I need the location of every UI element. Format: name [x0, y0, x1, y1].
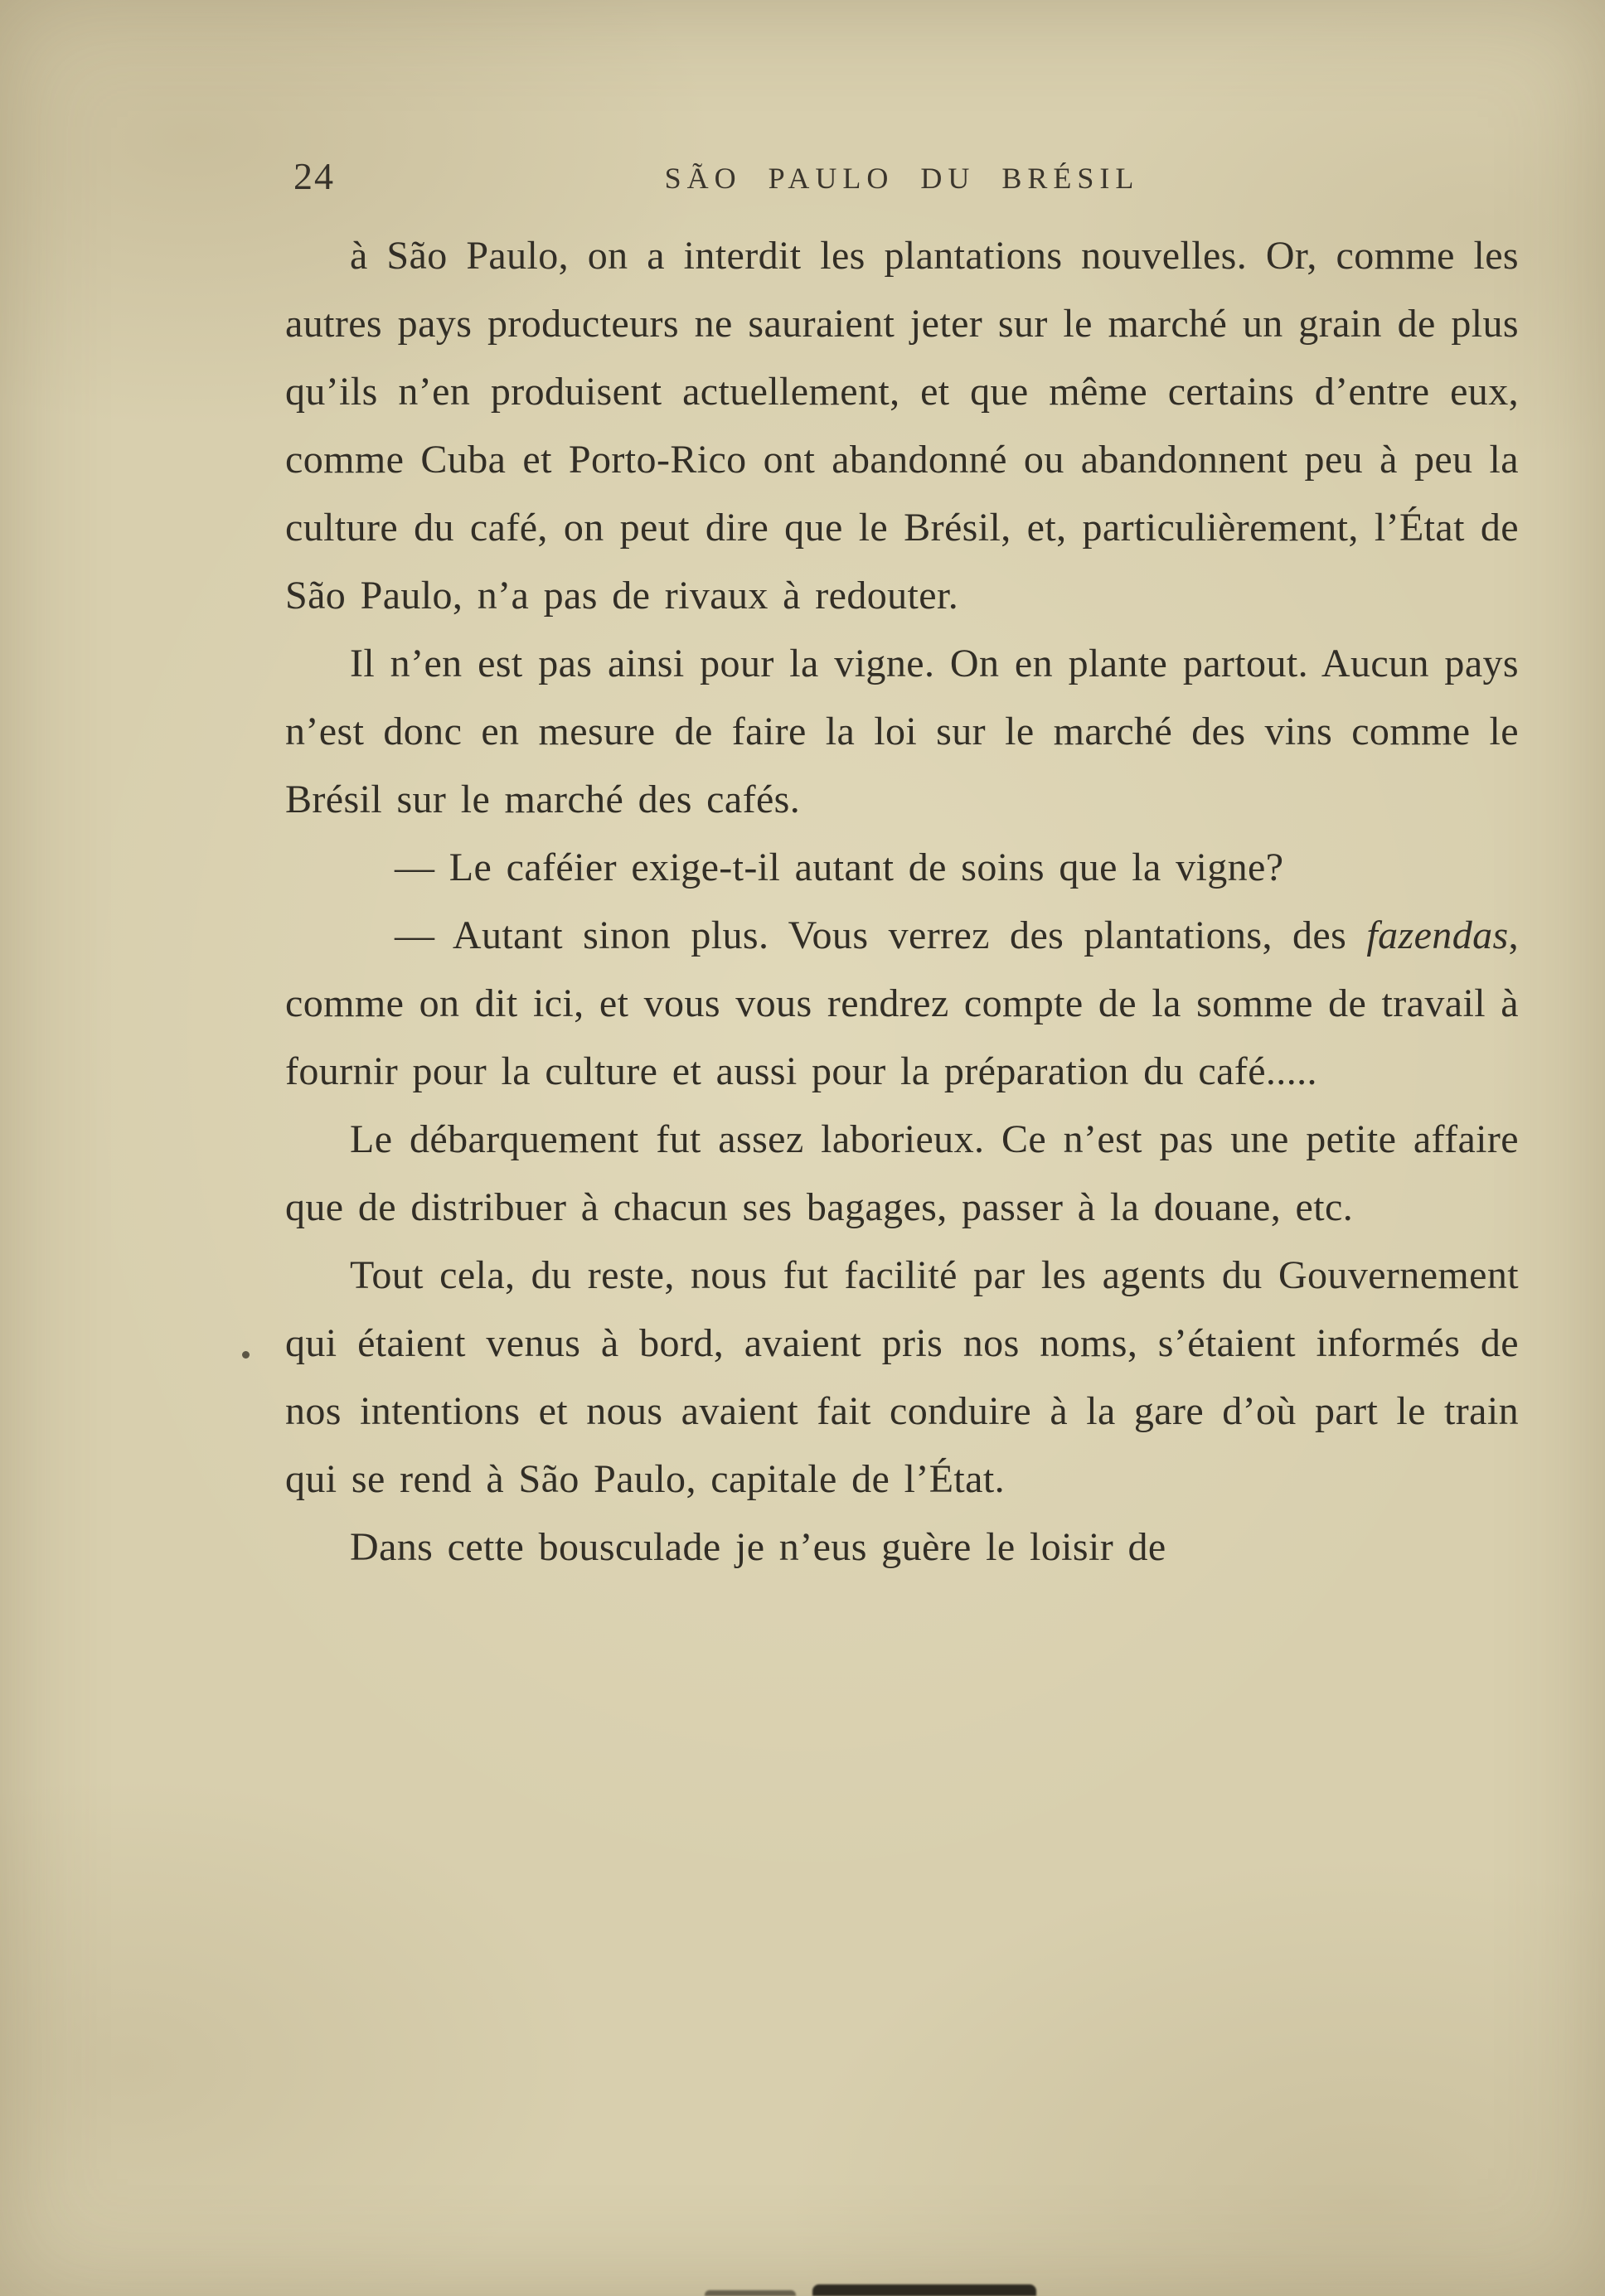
page-body — [285, 222, 1519, 1582]
text-run: Le débarquement fut assez laborieux. Ce n’est pas une petite affaire que de distribuer à chacun ses bagages, passer à la douane, etc. — [285, 1117, 1519, 1229]
page-number: 24 — [293, 155, 335, 197]
text-run: Dans cette bousculade je n’eus guère le loisir de — [350, 1525, 1166, 1569]
text-run: Tout cela, du reste, nous fut facilité par les agents du Gouvernement qui étaient venus à bord, avaient pris nos noms, s’étaient informés de nos intentions et nous avaient fait conduire à la gare d’où part le train qui se rend à São Paulo, capitale de l’État. — [285, 1253, 1519, 1501]
scan-artifact — [705, 2290, 796, 2296]
paragraph — [285, 630, 1519, 834]
text-run: — Le caféier exige-t-il autant de soins que la vigne? — [395, 845, 1284, 889]
paragraph — [285, 1242, 1519, 1514]
paragraph — [285, 222, 1519, 630]
paragraph — [285, 834, 1519, 902]
scan-artifact — [812, 2284, 1036, 2296]
running-head — [285, 154, 1519, 212]
running-title: SÃO PAULO DU BRÉSIL — [664, 162, 1140, 195]
text-run: à São Paulo, on a interdit les plantations nouvelles. Or, comme les autres pays producteurs ne sauraient jeter sur le marché un grain de plus qu’ils n’en produisent actuellement, et que même certains d’entre eux, comme Cuba et Porto-Rico ont abandonné ou abandonnent peu à peu la culture du café, on peut dire que le Brésil, et, particulièrement, l’État de São Paulo, n’a pas de rivaux à redouter. — [285, 234, 1519, 618]
text-run: — Autant sinon plus. Vous verrez des plantations, des — [395, 913, 1367, 957]
paragraph — [285, 1106, 1519, 1242]
paragraph — [285, 902, 1519, 1106]
text-run: , comme on dit ici, et vous vous rendrez compte de la somme de travail à fournir pour la culture et aussi pour la préparation du café..... — [285, 913, 1519, 1093]
ink-speck — [242, 1351, 250, 1359]
paragraph — [285, 1514, 1519, 1582]
italic-text: fazendas — [1366, 913, 1509, 957]
text-run: Il n’en est pas ainsi pour la vigne. On en plante partout. Aucun pays n’est donc en mesure de faire la loi sur le marché des vins comme le Brésil sur le marché des cafés. — [285, 642, 1519, 821]
